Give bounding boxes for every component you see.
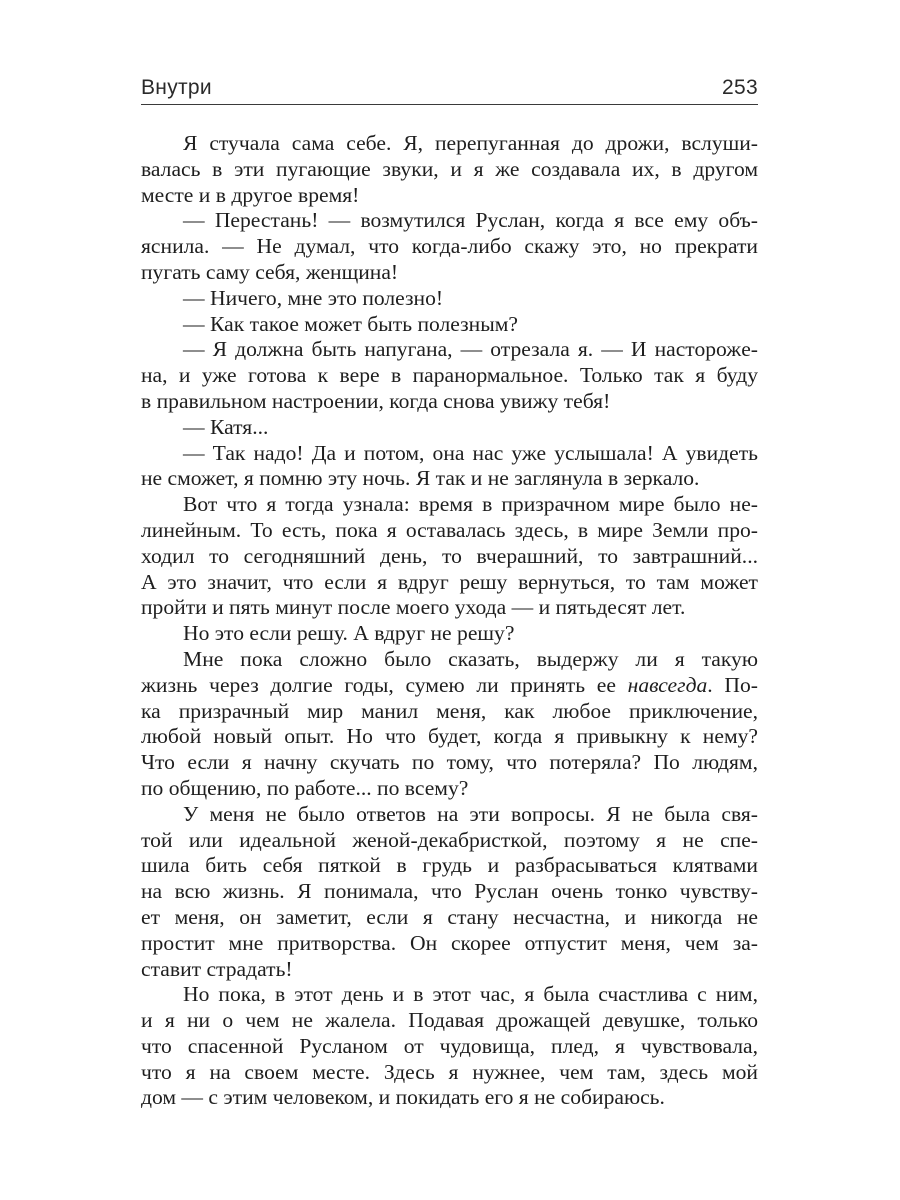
- text-segment: жизнь через долгие годы, сумею ли принять ее: [141, 672, 628, 697]
- running-header: [141, 72, 758, 102]
- text-line: не сможет, я помню эту ночь. Я так и не заглянула в зеркало.: [141, 466, 700, 491]
- text-line: месте и в другое время!: [141, 182, 360, 207]
- text-line: пройти и пять минут после моего ухода — и пятьдесят лет.: [141, 595, 686, 620]
- text-line: пугать саму себя, женщина!: [141, 259, 399, 284]
- text-line: — Перестань! — возмутился Руслан, когда я все ему объ-: [183, 208, 758, 233]
- text-line: — Я должна быть напугана, — отрезала я. — И насторожe-: [183, 337, 758, 362]
- text-line: и я ни о чем не жалела. Подавая дрожащей девушке, только: [141, 1008, 758, 1033]
- text-line: валась в эти пугающие звуки, и я же создавала их, в другом: [141, 156, 758, 181]
- text-line: на всю жизнь. Я понимала, что Руслан очень тонко чувству-: [141, 879, 758, 904]
- text-line: дом — с этим человеком, и покидать его я не собираюсь.: [141, 1085, 665, 1110]
- text-line: яснила. — Не думал, что когда-либо скажу это, но прекрати: [141, 234, 758, 259]
- text-line: Но это если решу. А вдруг не решу?: [183, 621, 515, 646]
- text-line: — Ничего, мне это полезно!: [183, 285, 444, 310]
- text-line: на, и уже готова к вере в паранормальное. Только так я буду: [141, 363, 758, 388]
- text-line: любой новый опыт. Но что будет, когда я привыкну к нему?: [141, 724, 758, 749]
- text-line: по общению, по работе... по всему?: [141, 775, 469, 800]
- text-line: [141, 673, 758, 699]
- text-line: ходил то сегодняшний день, то вчерашний, то завтрашний...: [141, 543, 758, 568]
- text-line: ка призрачный мир манил меня, как любое приключение,: [141, 698, 758, 723]
- text-line: — Как такое может быть полезным?: [183, 311, 518, 336]
- text-line: линейным. То есть, пока я оставалась здесь, в мире Земли про-: [141, 517, 758, 542]
- text-line: что спасенной Русланом от чудовища, плед, я чувствовала,: [141, 1033, 758, 1058]
- text-line: шила бить себя пяткой в грудь и разбрасываться клятвами: [141, 853, 758, 878]
- text-line: что я на своем месте. Здесь я нужнее, чем там, здесь мой: [141, 1059, 758, 1084]
- text-line: ставит страдать!: [141, 956, 293, 981]
- text-line: простит мне притворства. Он скорее отпустит меня, чем за-: [141, 930, 758, 955]
- text-line: той или идеальной женой-декабристкой, поэтому я не спе-: [141, 827, 758, 852]
- text-segment: . По-: [707, 672, 758, 697]
- text-line: Но пока, в этот день и в этот час, я была счастлива с ним,: [183, 982, 758, 1007]
- text-line: Мне пока сложно было сказать, выдержу ли я такую: [183, 646, 758, 671]
- italic-word: навсегда: [627, 672, 708, 697]
- text-line: Я стучала сама себе. Я, перепуганная до дрожи, вслуши-: [183, 131, 758, 155]
- text-line: А это значит, что если я вдруг решу вернуться, то там может: [141, 569, 758, 594]
- header-rule: [141, 104, 758, 105]
- text-line: ет меня, он заметит, если я стану несчастна, и никогда не: [141, 904, 758, 929]
- text-line: — Так надо! Да и потом, она нас уже услышала! А увидеть: [183, 440, 758, 465]
- running-title: Внутри: [141, 76, 212, 99]
- text-line: в правильном настроении, когда снова увижу тебя!: [141, 388, 611, 413]
- text-line: Что если я начну скучать по тому, что потеряла? По людям,: [141, 750, 758, 775]
- text-line: Вот что я тогда узнала: время в призрачном мире было не-: [183, 492, 758, 517]
- page-number: 253: [722, 76, 758, 99]
- body-text: [141, 131, 758, 1111]
- text-line: — Катя...: [183, 414, 269, 439]
- text-line: У меня не было ответов на эти вопросы. Я не была свя-: [183, 801, 758, 826]
